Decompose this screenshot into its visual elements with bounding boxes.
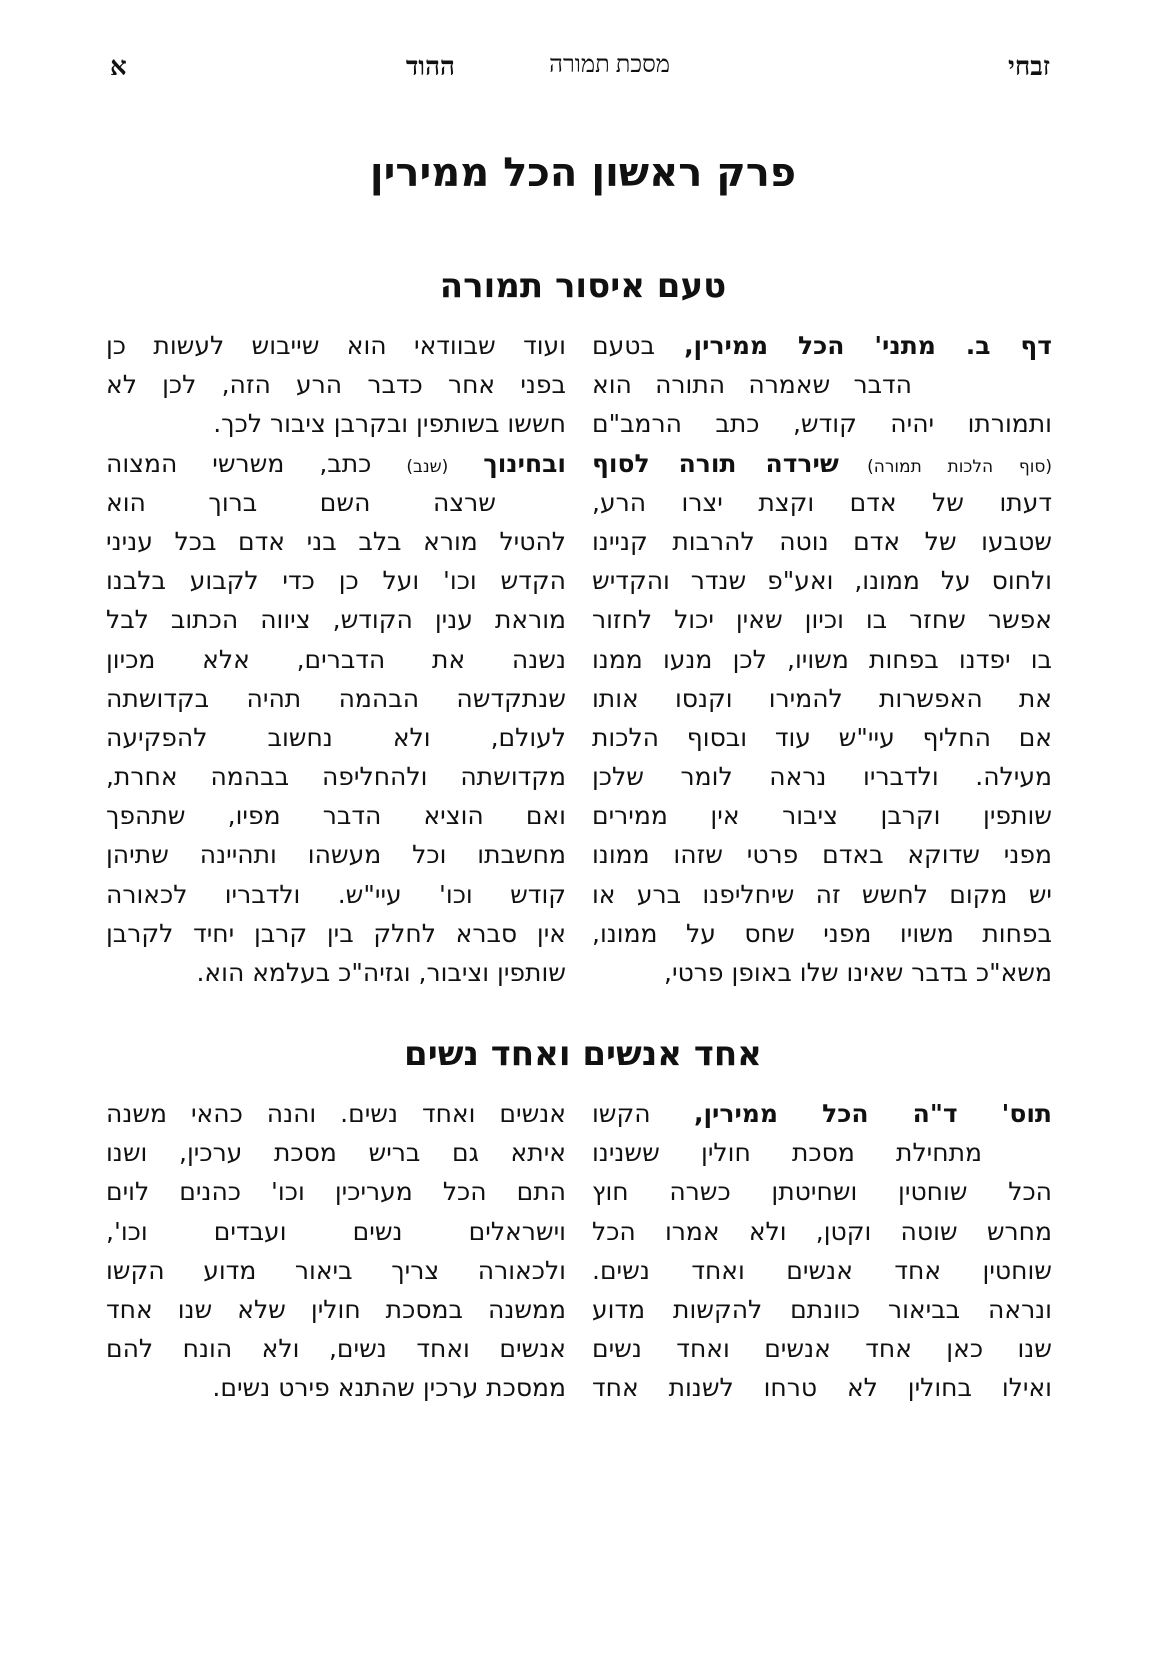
lead-bold: ובחינוך [483, 448, 566, 478]
text-line: אין סברא לחלק בין קרבן יחיד לקרבן [106, 918, 566, 948]
text-line: ממסכת ערכין שהתנא פירט נשים. [212, 1373, 566, 1403]
source-citation: (סוף הלכות תמורה) [867, 456, 1053, 477]
text-line: בו יפדנו בפחות משויו, לכן מנעו ממנו [592, 644, 1052, 674]
text-line: יש מקום לחשש זה שיחליפנו ברע או [592, 879, 1052, 909]
text-line: וישראלים נשים ועבדים וכו', [106, 1216, 566, 1246]
text-line: איתא גם בריש מסכת ערכין, ושנו [106, 1138, 566, 1168]
text-line: מחרש שוטה וקטן, ולא אמרו הכל [592, 1216, 1052, 1246]
text-line: ונראה בביאור כוונתם להקשות מדוע [592, 1294, 1052, 1324]
text-line: שנתקדשה הבהמה תהיה בקדושתה [106, 683, 566, 713]
text-line: שותפין וקרבן ציבור אין ממירים [592, 801, 1052, 831]
lead-bold: דף ב. מתני' הכל ממירין, [684, 331, 1052, 360]
running-head-right: זבחי [1008, 52, 1050, 81]
section-1-left-column [106, 326, 566, 992]
text-line: שוחטין אחד אנשים ואחד נשים. [592, 1255, 1052, 1285]
text-line: הכל שוחטין ושחיטתן כשרה חוץ [592, 1177, 1052, 1207]
text-line: תוס' ד"ה הכל ממירין, הקשו [592, 1099, 1052, 1128]
text-line: דעתו של אדם וקצת יצרו הרע, [592, 487, 1052, 517]
lead-bold: תוס' ד"ה הכל ממירין, [693, 1099, 1052, 1128]
text-line: אנשים ואחד נשים, ולא הונח להם [106, 1334, 566, 1364]
text-line: חששו בשותפין ובקרבן ציבור לכך. [213, 409, 566, 439]
text-line: נשנה את הדברים, אלא מכיון [106, 644, 566, 674]
text-line: מתחילת מסכת חולין ששנינו [592, 1138, 982, 1168]
text-line: אם החליף עיי"ש עוד ובסוף הלכות [592, 722, 1052, 752]
text-line: התם הכל מעריכין וכו' כהנים לוים [106, 1177, 566, 1207]
text-line: ולחוס על ממונו, ואע"פ שנדר והקדיש [592, 566, 1052, 596]
text-line: ובחינוך (שנב) כתב, משרשי המצוה [106, 448, 566, 478]
text-line: ולכאורה צריך ביאור מדוע הקשו [106, 1255, 566, 1285]
text-line: שותפין וציבור, וגזיה"כ בעלמא הוא. [196, 958, 566, 987]
text-line: ואם הוציא הדבר מפיו, שתהפך [106, 801, 566, 831]
text-line: מחשבתו וכל מעשהו ותהיינה שתיהן [106, 840, 566, 870]
chapter-title: פרק ראשון הכל ממירין [369, 150, 797, 196]
text-line: בפחות משויו מפני שחס על ממונו, [592, 918, 1052, 948]
text-line: לעולם, ולא נחשוב להפקיעה [106, 722, 566, 752]
section-title: אחד אנשים ואחד נשים [404, 1034, 762, 1074]
text-line: מפני שדוקא באדם פרטי שזהו ממונו [592, 840, 1052, 870]
text-line: להטיל מורא בלב בני אדם בכל עניני [106, 526, 566, 556]
running-head [110, 52, 1050, 92]
section-title: טעם איסור תמורה [439, 266, 727, 306]
text-line: ועוד שבוודאי הוא שייבוש לעשות כן [106, 331, 566, 360]
running-head-tractate: מסכת תמורה [549, 52, 670, 78]
page-letter: א [110, 52, 127, 81]
text-line: הקדש וכו' ועל כן כדי לקבוע בלבנו [106, 566, 566, 596]
text-line: מקדושתה ולהחליפה בבהמה אחרת, [106, 762, 566, 792]
section-2-left-column [106, 1094, 566, 1408]
text-line: את האפשרות להמירו וקנסו אותו [592, 683, 1052, 713]
text-line: מעילה. ולדבריו נראה לומר שלכן [592, 762, 1052, 792]
text-line: שנו כאן אחד אנשים ואחד נשים [592, 1334, 1052, 1364]
text-line: ואילו בחולין לא טרחו לשנות אחד [592, 1373, 1052, 1403]
section-1-right-column [592, 326, 1052, 992]
text-line: דף ב. מתני' הכל ממירין, בטעם [592, 331, 1052, 360]
text-line: משא"כ בדבר שאינו שלו באופן פרטי, [664, 958, 1052, 987]
text-line: שרצה השם ברוך הוא [106, 487, 496, 517]
text-line: ותמורתו יהיה קודש, כתב הרמב"ם [592, 409, 1052, 439]
text-line: הדבר שאמרה התורה הוא [592, 370, 912, 400]
text-line: בפני אחר כדבר הרע הזה, לכן לא [106, 370, 566, 400]
text-line: מוראת ענין הקודש, ציווה הכתוב לבל [106, 605, 566, 635]
text-line: אפשר שחזר בו וכיון שאין יכול לחזור [592, 605, 1052, 635]
text-line: ממשנה במסכת חולין שלא שנו אחד [106, 1294, 566, 1324]
source-citation: (שנב) [406, 456, 449, 477]
text-line: שטבעו של אדם נוטה להרבות קניינו [592, 526, 1052, 556]
section-2-right-column [592, 1094, 1052, 1408]
text-line: אנשים ואחד נשים. והנה כהאי משנה [106, 1099, 566, 1128]
text-line: (סוף הלכות תמורה) שירדה תורה לסוף [592, 448, 1053, 478]
text-line: קודש וכו' עיי"ש. ולדבריו לכאורה [106, 879, 566, 909]
running-head-center-left: ההוד [405, 52, 455, 81]
